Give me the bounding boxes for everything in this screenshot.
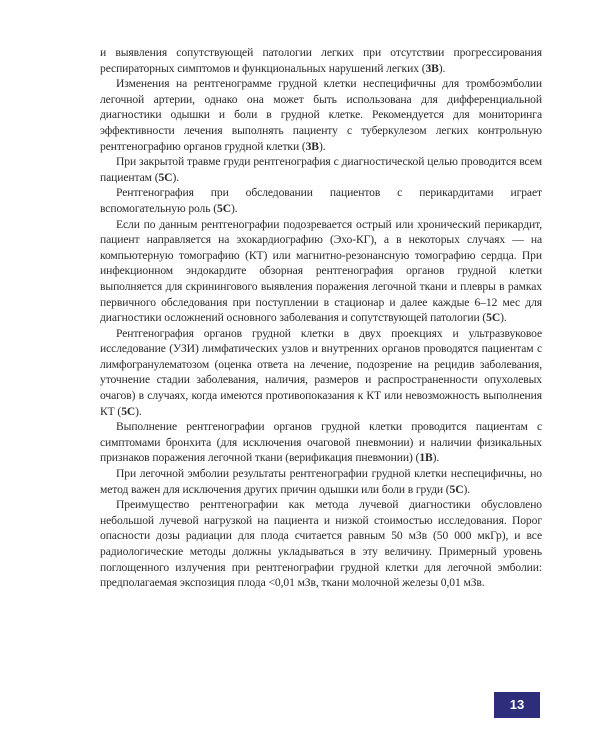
paragraph-7: Выполнение рентгенографии органов грудной клетки проводится пациентам с симптомами бронхита (для исключения очаговой пневмонии) и наличии физикальных признаков поражения легочной ткани (верификация пневмонии) (1B). <box>100 420 542 465</box>
page-number-badge: 13 <box>494 692 540 718</box>
paragraph-5: Если по данным рентгенографии подозревается острый или хронический перикардит, пациент направляется на эхокардиографию (Эхо-КГ), а в некоторых случаях — на компьютерную томографию (КТ) или магнитно-резонансную томографию сердца. При инфекционном эндокардите обзорная рентгенография органов грудной клетки выполняется для скринингового выявления поражения легочной ткани и плевры в рамках первичного обследования при поступлении в стационар и далее каждые 6–12 мес для диагностики осложнений основного заболевания и сопутствующей патологии (5C). <box>100 217 542 325</box>
paragraph-3: При закрытой травме груди рентгенография с диагностической целью проводится всем пациентам (5C). <box>100 155 542 184</box>
paragraph-6: Рентгенография органов грудной клетки в двух проекциях и ультразвуковое исследование (УЗИ) лимфатических узлов и внутренних органов проводятся пациентам с лимфогранулематозом (оценка ответа на лечение, подозрение на рецидив заболевания, уточнение стадии заболевания, наличия, размеров и распространенности опухолевых очагов) в случаях, когда имеются противопоказания к КТ или невозможность выполнения КТ (5C). <box>100 326 542 418</box>
page-body <box>100 45 542 591</box>
paragraph-9: Преимущество рентгенографии как метода лучевой диагностики обусловлено небольшой лучевой нагрузкой на пациента и низкой стоимостью исследования. Порог опасности дозы радиации для плода считается равным 50 мЗв (50 000 мкГр), и все радиологические методы должны укладываться в эту величину. Примерный уровень поглощенного излучения при рентгенографии грудной клетки для легочной эмболии: предполагаемая экспозиция плода <0,01 мЗв, ткани молочной железы 0,01 мЗв. <box>100 498 542 590</box>
paragraph-2: Изменения на рентгенограмме грудной клетки неспецифичны для тромбоэмболии легочной артерии, однако она может быть использована для дифференциальной диагностики одышки и боли в грудной клетке. Рекомендуется для мониторинга эффективности лечения выполнять пациенту с туберкулезом легких контрольную рентгенографию органов грудной клетки (3B). <box>100 77 542 153</box>
paragraph-1: и выявления сопутствующей патологии легких при отсутствии прогрессирования респираторных симптомов и функциональных нарушений легких (3B). <box>100 46 542 75</box>
paragraph-4: Рентгенография при обследовании пациентов с перикардитами играет вспомогательную роль (5C). <box>100 186 542 215</box>
paragraph-8: При легочной эмболии результаты рентгенографии грудной клетки неспецифичны, но метод важен для исключения других причин одышки или боли в груди (5C). <box>100 467 542 496</box>
